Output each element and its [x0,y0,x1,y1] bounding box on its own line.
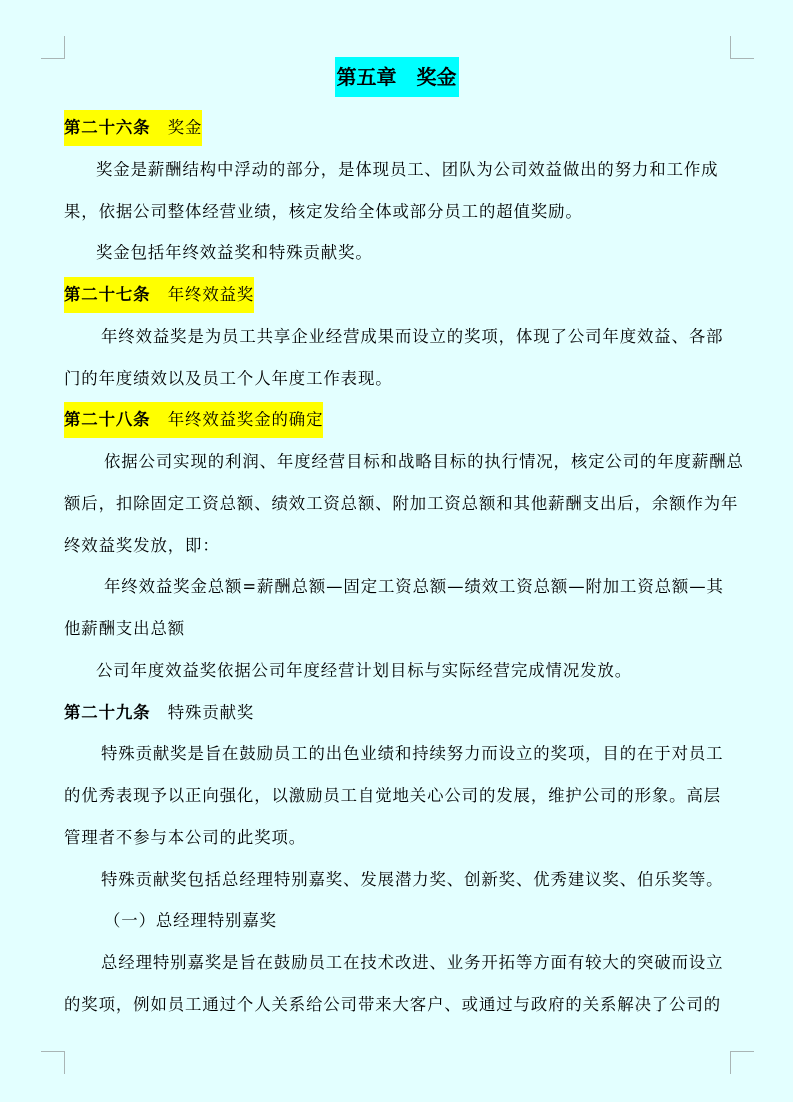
paragraph-line: 门的年度绩效以及员工个人年度工作表现。 [64,368,393,388]
article-name: 年终效益奖 [167,285,255,304]
paragraph-line: 果，依据公司整体经营业绩，核定发给全体或部分员工的超值奖励。 [64,201,583,221]
article-heading [64,399,754,441]
paragraph-line: 奖金包括年终效益奖和特殊贡献奖。 [96,243,373,263]
paragraph-line: 总经理特别嘉奖是旨在鼓励员工在技术改进、业务开拓等方面有较大的突破而设立 [101,953,724,972]
article-heading-text [64,110,202,146]
article-number: 第二十八条 [64,410,151,430]
page-corner-mark [41,1051,65,1074]
paragraph-line: 额后，扣除固定工资总额、绩效工资总额、附加工资总额和其他薪酬支出后，余额作为年 [64,493,739,513]
paragraph-line: 特殊贡献奖包括总经理特别嘉奖、发展潜力奖、创新奖、优秀建议奖、伯乐奖等。 [101,869,724,889]
paragraph-line: 终效益奖发放，即： [64,535,220,555]
paragraph-line: （一）总经理特别嘉奖 [104,911,277,931]
article-name: 年终效益奖金的确定 [167,410,324,430]
paragraph-line: 特殊贡献奖是旨在鼓励员工的出色业绩和持续努力而设立的奖项，目的在于对员工 [101,744,724,764]
paragraph-line: 年终效益奖金总额=薪酬总额—固定工资总额—绩效工资总额—附加工资总额—其 [104,577,724,597]
document-body [64,107,754,1026]
article-name: 奖金 [167,118,203,137]
chapter-title-block [0,57,793,97]
page-corner-mark [730,1051,754,1074]
article-number: 第二十九条 [64,702,151,722]
article-heading [64,274,754,316]
page-corner-mark [41,36,65,59]
paragraph-line: 公司年度效益奖依据公司年度经营计划目标与实际经营完成情况发放。 [96,660,633,680]
article-name: 特殊贡献奖 [167,702,255,722]
paragraph-line: 管理者不参与本公司的此奖项。 [64,827,307,847]
paragraph-line: 的奖项，例如员工通过个人关系给公司带来大客户、或通过与政府的关系解决了公司的 [64,994,722,1014]
article-number: 第二十七条 [64,285,151,304]
article-heading-text [64,703,254,722]
paragraph-line: 奖金是薪酬结构中浮动的部分，是体现员工、团队为公司效益做出的努力和工作成 [96,159,719,179]
article-heading [64,692,754,734]
paragraph-line: 的优秀表现予以正向强化，以激励员工自觉地关心公司的发展，维护公司的形象。高层 [64,786,722,805]
article-heading-text [64,402,323,438]
article-heading [64,107,754,149]
paragraph-line: 依据公司实现的利润、年度经营目标和战略目标的执行情况，核定公司的年度薪酬总 [104,452,744,471]
article-number: 第二十六条 [64,118,151,137]
article-heading-text [64,277,254,313]
paragraph-line: 他薪酬支出总额 [64,619,186,638]
chapter-title: 第五章 奖金 [335,57,459,97]
page-corner-mark [730,36,754,59]
paragraph-line: 年终效益奖是为员工共享企业经营成果而设立的奖项，体现了公司年度效益、各部 [101,326,724,346]
